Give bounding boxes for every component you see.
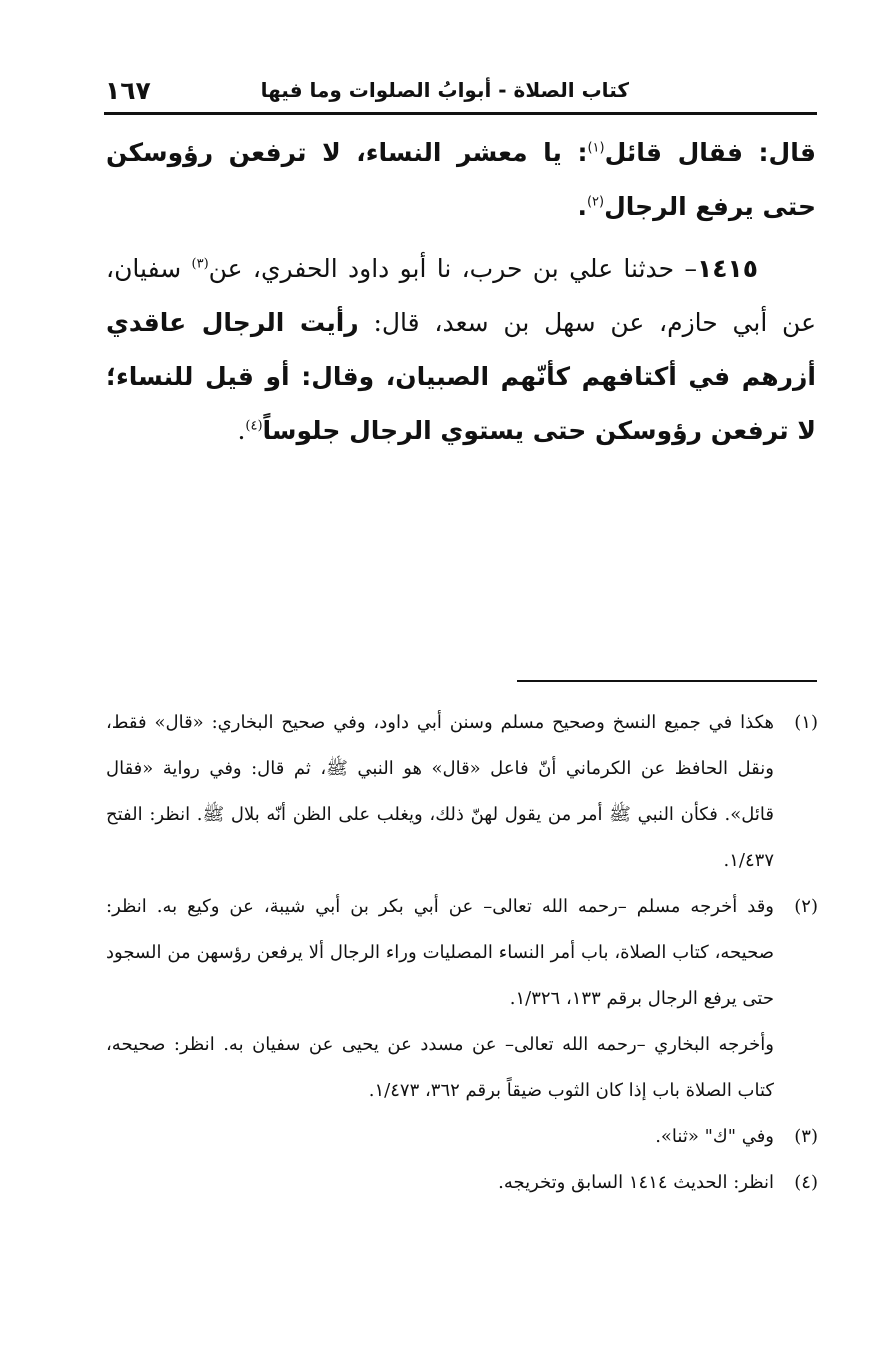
footnote-1 [106, 700, 818, 884]
footnote-text: وقد أخرجه مسلم –رحمه الله تعالى– عن أبي بكر بن أبي شيبة، عن وكيع به. انظر: صحيحه، كتاب الصلاة، باب أمر النساء المصليات وراء الرجال ألا يرفعن رؤسهن من السجود حتى يرفع الرجال برقم ١٣٣، ١/٣٢٦. [106, 896, 774, 1009]
footnotes [106, 700, 818, 1206]
footnote-4 [106, 1160, 818, 1206]
main-text [106, 126, 816, 458]
footnote-divider [517, 680, 817, 682]
isnad-a: – حدثنا علي بن حرب، نا أبو داود الحفري، عن [208, 254, 697, 283]
paragraph-1 [106, 126, 816, 234]
page-number: ١٦٧ [105, 76, 151, 105]
p2-end: . [237, 416, 246, 445]
footnote-ref-3: (٣) [191, 256, 209, 272]
footnote-number: (٣) [794, 1126, 818, 1147]
footnote-ref-2: (٢) [586, 194, 605, 210]
footnote-text: وفي "ك" «ثنا». [655, 1126, 774, 1147]
footnote-number: (٢) [794, 896, 818, 917]
chapter-title: كتاب الصلاة - أبوابُ الصلوات وما فيها [260, 78, 629, 102]
header-divider [104, 112, 817, 115]
footnote-number: (٤) [794, 1172, 818, 1193]
footnote-number: (١) [794, 712, 818, 733]
footnote-2-continuation: وأخرجه البخاري –رحمه الله تعالى– عن مسدد عن يحيى عن سفيان به. انظر: صحيحه، كتاب الصلاة باب إذا كان الثوب ضيقاً برقم ٣٦٢، ١/٤٧٣. [106, 1034, 774, 1101]
footnote-ref-1: (١) [587, 140, 605, 156]
p1-text-a: قال: فقال قائل [604, 138, 816, 167]
footnote-text: هكذا في جميع النسخ وصحيح مسلم وسنن أبي داود، وفي صحيح البخاري: «قال» فقط، ونقل الحافظ عن الكرماني أنّ فاعل «قال» هو النبي ﷺ، ثم قال: وفي رواية «فقال قائل». فكأن النبي ﷺ أمر من يقول لهنّ ذلك، ويغلب على الظن أنّه بلال ﷺ. انظر: الفتح ١/٤٣٧. [106, 712, 774, 871]
isnad-b: سفيان، عن أبي حازم، عن سهل بن سعد، قال: [106, 254, 816, 337]
hadith-1415 [106, 242, 816, 458]
footnote-2 [106, 884, 818, 1022]
footnote-text: انظر: الحديث ١٤١٤ السابق وتخريجه. [498, 1172, 774, 1193]
footnote-ref-4: (٤) [245, 418, 263, 434]
footnote-3 [106, 1114, 818, 1160]
p1-end: . [577, 192, 587, 221]
running-header [105, 74, 817, 108]
hadith-number: ١٤١٥ [696, 254, 758, 283]
matn-text: رأيت الرجال عاقدي أزرهم في أكتافهم كأنّهم الصبيان، وقال: أو قيل للنساء؛ لا ترفعن رؤوسكن حتى يستوي الرجال جلوساً [106, 308, 816, 445]
p1-text-b: : يا معشر النساء، لا ترفعن رؤوسكن حتى يرفع الرجال [106, 138, 816, 221]
